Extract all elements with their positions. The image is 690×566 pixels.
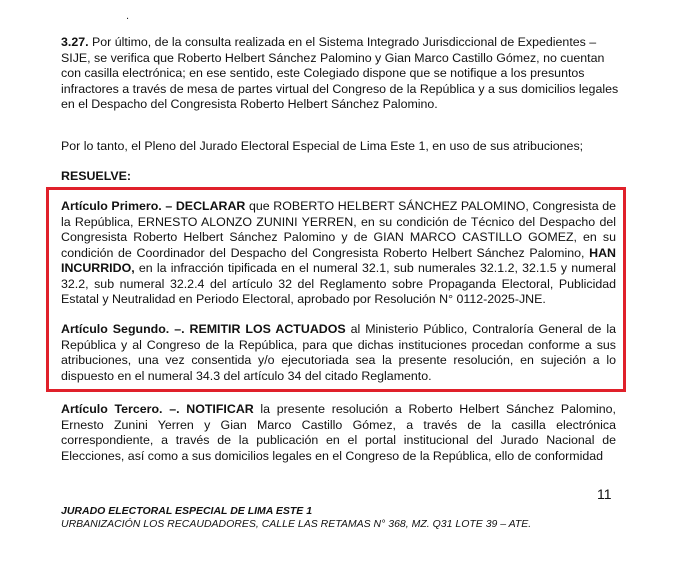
han-incurrido: HAN INCURRIDO, xyxy=(61,245,616,275)
section-number: 3.27. xyxy=(61,35,89,49)
por-lo-tanto-paragraph: Por lo tanto, el Pleno del Jurado Electoral Especial de Lima Este 1, en uso de sus atribuciones; xyxy=(61,139,584,153)
articulo-segundo-text: al Ministerio Público, Contraloría General de la República y al Congreso de la República, para que dichas instituciones procedan conforme a sus atribuciones, una vez consentida y/o ejecutoriada sea la presente resolución, en sujeción a lo dispuesto en el numeral 34.3 del artículo 34 del citado Reglamento. xyxy=(61,322,616,383)
page-number: 11 xyxy=(597,486,612,502)
articulo-segundo-label: Artículo Segundo. –. REMITIR LOS ACTUADOS xyxy=(61,322,346,336)
footer-title: JURADO ELECTORAL ESPECIAL DE LIMA ESTE 1 xyxy=(61,505,313,517)
section-text: Por último, de la consulta realizada en el Sistema Integrado Jurisdiccional de Expedientes – SIJE, se verifica que Roberto Helbert Sánchez Palomino y Gian Marco Castillo Gómez, no cuentan con casilla electrónica; en ese sentido, este Colegiado dispone que se notifique a los presuntos infractores a través de mesa de partes virtual del Congreso de la República y a sus domicilios legales en el Despacho del Congresista Roberto Helbert Sánchez Palomino. xyxy=(61,35,619,111)
articulo-primero-text-1: que ROBERTO HELBERT SÁNCHEZ PALOMINO, Congresista de la República, ERNESTO ALONZO ZUNINI YERREN, en su condición de Técnico del Despacho del Congresista Roberto Helbert Sánchez Palomino y de GIAN MARCO CASTILLO GOMEZ, en su condición de Coordinador del Despacho del Congresista Roberto Helbert Sánchez Palomino, xyxy=(61,199,616,260)
articulo-tercero-label: Artículo Tercero. –. NOTIFICAR xyxy=(61,402,254,416)
articulo-primero xyxy=(61,199,616,308)
articulo-tercero xyxy=(61,402,616,464)
articulo-primero-text-2: en la infracción tipificada en el numeral 32.1, sub numerales 32.1.2, 32.1.5 y numeral 32.2, sub numeral 32.2.4 del artículo 32 del Reglamento sobre Propaganda Electoral, Publicidad Estatal y Neutralidad en Periodo Electoral, aprobado por Resolución N° 0112-2025-JNE. xyxy=(61,261,616,306)
articulo-tercero-text: la presente resolución a Roberto Helbert Sánchez Palomino, Ernesto Zunini Yerren y Gian Marco Castillo Gómez, a través de la casilla electrónica correspondiente, a través de la publicación en el portal institucional del Jurado Nacional de Elecciones, así como a sus domicilios legales en el Congreso de la República, ello de conformidad xyxy=(61,402,616,463)
articulo-segundo xyxy=(61,322,616,384)
top-mark: . xyxy=(126,10,130,22)
footer-address: URBANIZACIÓN LOS RECAUDADORES, CALLE LAS RETAMAS N° 368, MZ. Q31 LOTE 39 – ATE. xyxy=(61,518,532,530)
section-3-27 xyxy=(61,35,621,113)
resuelve-heading: RESUELVE: xyxy=(61,169,131,183)
articulo-primero-label: Artículo Primero. – DECLARAR xyxy=(61,199,246,213)
